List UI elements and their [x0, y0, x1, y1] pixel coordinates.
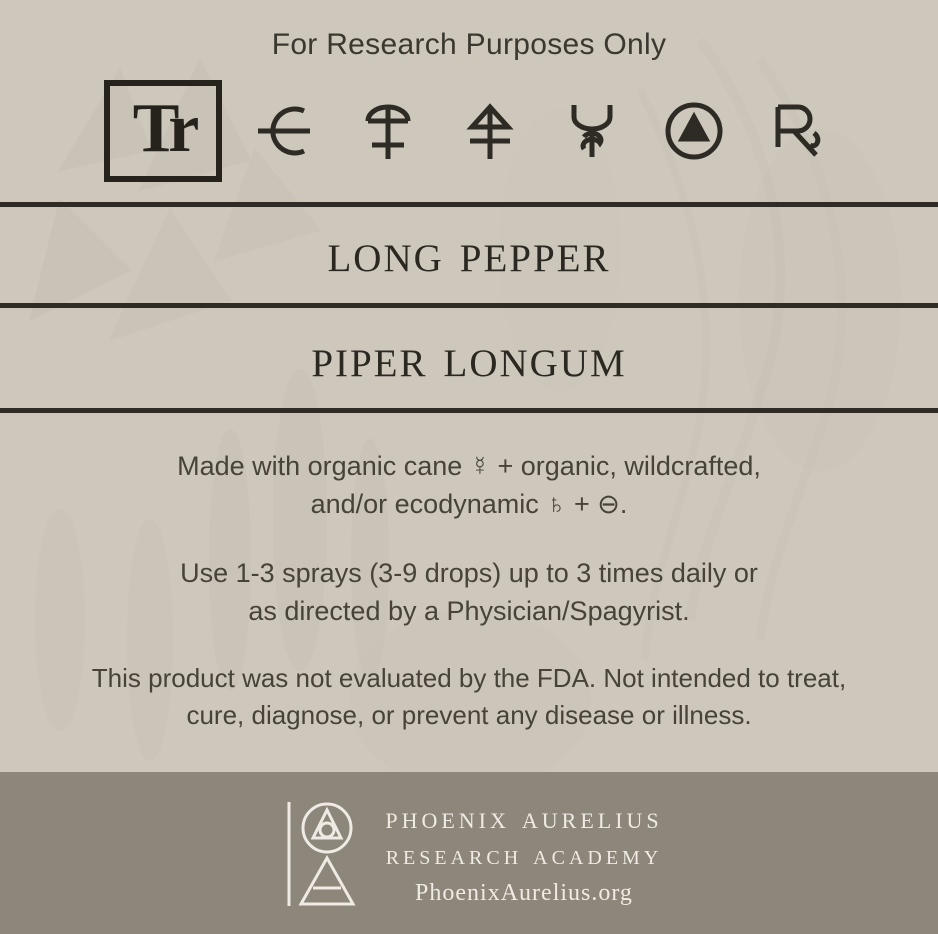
brand-line-1: phoenix aurelius [385, 799, 663, 835]
latin-name: piper longum [311, 327, 627, 389]
brand-website: PhoenixAurelius.org [415, 880, 633, 906]
ingredients-line-1: Made with organic cane ☿ + organic, wildcrafted, [177, 451, 761, 481]
ingredients-line-2: and/or ecodynamic ♄ + ⊖. [310, 489, 628, 520]
alchemical-mercury-glyph-icon [554, 93, 630, 169]
directions-line-1: Use 1-3 sprays (3-9 drops) up to 3 times daily or [180, 557, 758, 588]
title-block [0, 202, 938, 413]
prescription-rx-glyph-icon [758, 93, 834, 169]
disclaimer-line-1: This product was not evaluated by the FDA. Not intended to treat, [91, 663, 847, 694]
disclaimer-line-2: cure, diagnose, or prevent any disease or illness. [186, 700, 752, 731]
fda-disclaimer-paragraph [60, 660, 878, 734]
tincture-rx-mark-boxed [104, 80, 222, 182]
body-copy [0, 413, 938, 734]
directions-line-2: as directed by a Physician/Spagyrist. [248, 595, 690, 626]
brand-line-2: research academy [385, 840, 663, 871]
common-name: long pepper [327, 222, 611, 284]
alchemical-triangle-in-circle-glyph-icon [656, 93, 732, 169]
alchemical-glyph-row [0, 76, 938, 186]
ingredients-paragraph [60, 447, 878, 524]
directions-paragraph [60, 554, 878, 631]
phoenix-aurelius-logo-icon [275, 794, 367, 912]
footer-bar [0, 772, 938, 934]
research-purposes-note: For Research Purposes Only [271, 28, 667, 61]
alchemical-sulfur-glyph-icon [350, 93, 426, 169]
alchemical-salt-glyph-icon [452, 93, 528, 169]
footer-brand-text [385, 799, 662, 907]
alchemical-vinegar-glyph-icon [248, 93, 324, 169]
tincture-rx-mark-icon: Tr [132, 90, 194, 167]
